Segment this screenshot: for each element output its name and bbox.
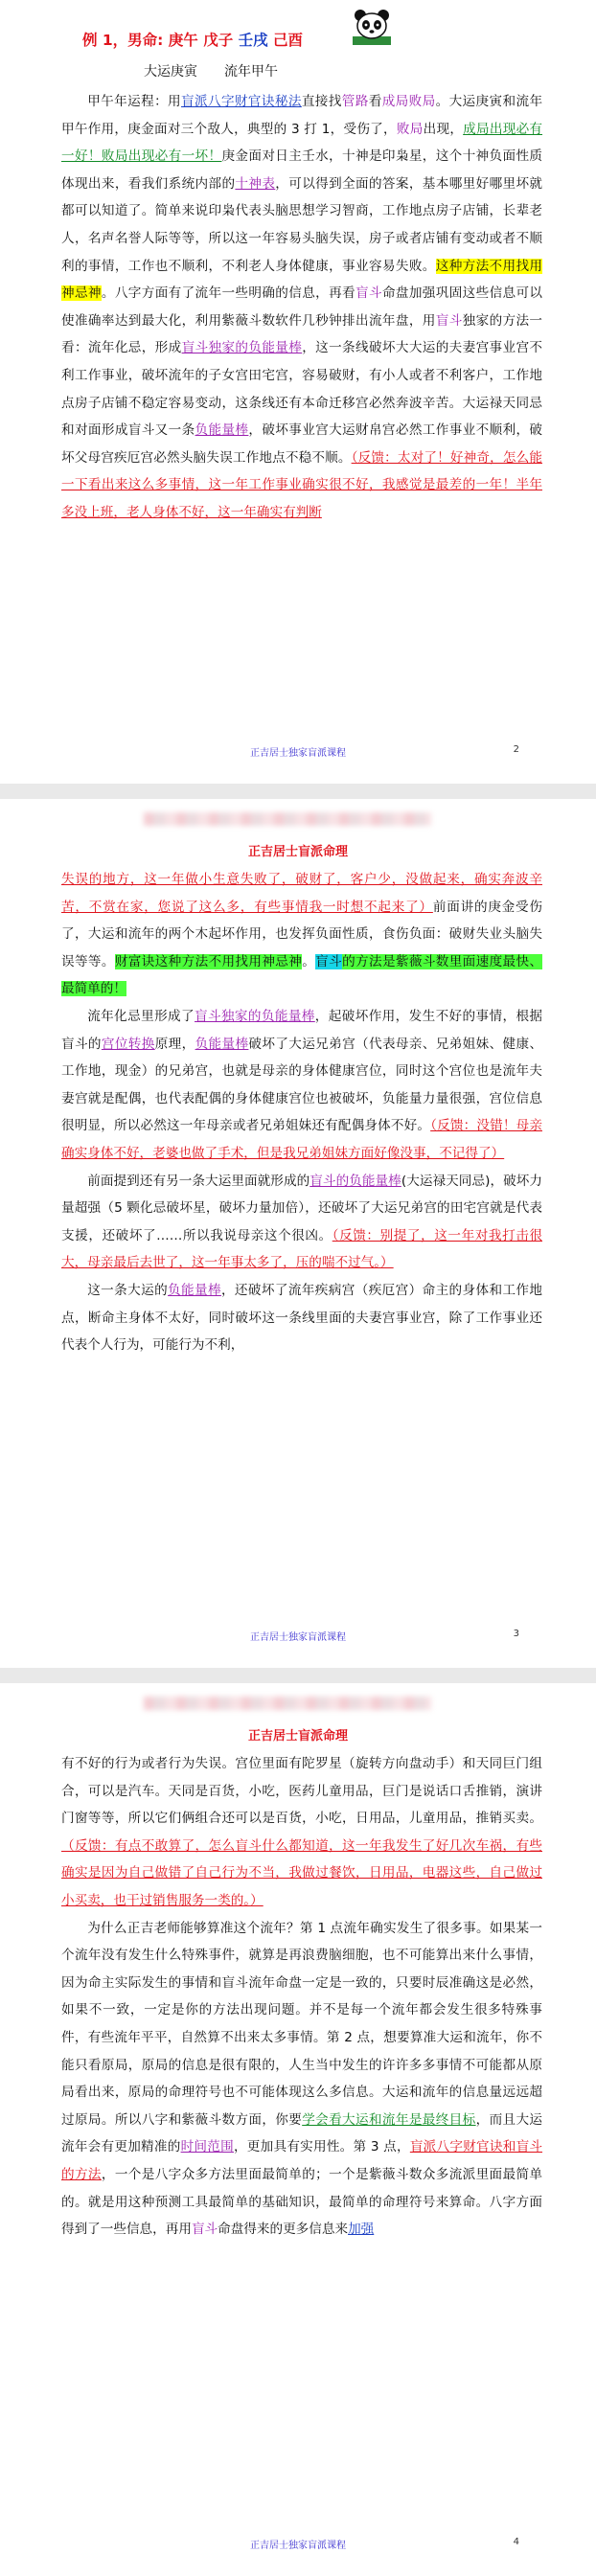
paragraph [61,1915,542,2244]
chart-subtitle: 大运庚寅 流年甲午 [144,64,278,80]
text-run: ，还破坏了流年疾病宫（疾厄宫）命主的身体和工作地点，断命主身体不太好，同时破坏这一条线里面的夫妻宫事业宫，除了工作事业还代表个人行为，可能行为不利， [61,1282,543,1354]
highlight-term: 盲斗 [355,285,382,302]
feedback-text: 失误的地方，这一年做小生意失败了，破财了，客户少，没做起来，确实奔波辛苦，不赏在家，您说了这么多，有些事情我一时想不起来了） [61,872,542,915]
highlight-term: 时间范围 [180,2139,234,2155]
pillar-month: 戊子 [203,32,234,49]
text-run: ，一个是八字众多方法里面最简单的；一个是紫薇斗数众多流派里面最简单的。就是用这种预测工具最简单的基础知识，最简单的命理符号来算命。八字方面得到了一些信息，再用 [61,2166,543,2238]
text-run: 。 [302,953,316,969]
paragraph [61,866,542,1003]
document-page-4 [0,1683,596,2576]
highlighted-text: 盲斗 [315,953,343,969]
paragraph [61,1168,542,1277]
highlight-term: 盲斗独家的负能量棒 [195,1008,315,1024]
highlight-term: 宫位转换 [101,1036,155,1052]
text-run: ，起破坏作用，发生不好的事情，根据盲斗的 [61,1008,543,1052]
text-run: ，更加具有实用性。第 3 点， [233,2139,410,2155]
paragraph [61,1277,542,1359]
page-body [61,1750,542,2244]
highlight-term: 成局出现必有一好！败局出现必有一坏！ [61,121,543,165]
text-run: 原理， [154,1036,195,1052]
text-run: 庚金面对日主壬水，十神是印枭星，这个十神负面性质体现出来，看我们系统内部的 [61,148,542,192]
example-label: 例 1，男命: [82,32,169,49]
highlight-term: 学会看大运和流年是最终目标 [302,2111,476,2128]
page-header: 正吉居士盲派命理 [247,1729,348,1744]
page-body [61,88,542,527]
page-number: 3 [513,1629,519,1639]
pillar-hour: 己酉 [273,32,304,49]
text-run: 这一条大运的 [87,1282,169,1298]
feedback-text: （反馈：别提了，这一年对我打击很大，母亲最后去世了，这一年事太多了，压的喘不过气。） [61,1227,543,1271]
text-run: (大运禄天同忌)，破坏力量超强（5 颗化忌破坏星，破坏力量加倍），还破坏了大运兄弟宫的田宅宫就是代表支援，还破坏了……所以我说母亲这个很凶。 [61,1173,543,1243]
text-run: 独家的方法一看：流年化忌，形成 [61,312,543,356]
highlight-term: 负能量棒 [195,1036,249,1052]
paragraph [61,1003,542,1168]
feedback-text: （反馈：有点不敢算了，怎么盲斗什么都知道，这一年我发生了好几次车祸，有些确实是因为自己做错了自己行为不当，我做过餐饮，日用品，电器这些，自己做过小买卖，也干过销售服务一类的。） [61,1837,542,1908]
text-run: 前面讲的庚金受伤了，大运和流年的两个木起坏作用，也发挥负面性质，食伤负面：破财失业头脑失误等等。 [61,899,543,969]
blurred-watermark [144,1697,431,1710]
highlight-term: 成局败局 [381,94,436,109]
feedback-text: （反馈：太对了！好神奇，怎么能一下看出来这么多事情，这一年工作事业确实很不好，我感觉是最差的一年！半年多没上班，老人身体不好，这一年确实有判断 [61,449,542,520]
text-run: 。大运庚寅和流年甲午作用，庚金面对三个敌人，典型的 3 打 1，受伤了， [61,94,543,137]
highlight-term: 盲斗 [191,2222,218,2238]
blurred-watermark [144,812,431,826]
document-page-3 [0,799,596,1668]
text-run: ，而且大运流年会有更加精准的 [61,2111,543,2155]
text-run: 。八字方面有了流年一些明确的信息，再看 [101,285,356,302]
text-run: ，破坏事业宫大运财帛宫必然工作事业不顺利，破坏父母宫疾厄宫必然头脑失误工作地点不稳不顺。 [61,422,543,466]
highlight-term: 管路 [341,94,369,109]
text-run: 破坏了大运兄弟宫（代表母亲、兄弟姐妹、健康、工作地，现金）的兄弟宫，也就是母亲的身体健康宫位，同时这个宫位也是流年夫妻宫就是配偶，也代表配偶的身体健康宫位也被破坏，负能量力量很强，宫位信息很明显，所以必然这一年母亲或者兄弟姐妹还有配偶身体不好。 [61,1036,543,1134]
page-body [61,866,542,1359]
highlight-term: 盲派八字财官诀和盲斗的方法 [61,2139,543,2182]
text-run: 看 [368,94,382,109]
text-run: 直接找 [301,94,342,109]
text-run: ，这一条线破坏大大运的夫妻宫事业宫不利工作事业，破坏流年的子女宫田宅宫，容易破财，有小人或者不利客户，工作地点房子店铺不稳定容易变动，这条线还有本命迁移宫必然奔波辛苦。大运禄天同忌和对面形成盲斗又一条 [61,340,543,439]
highlight-term: 败局 [396,121,424,137]
highlighted-text: 财富 [114,953,142,969]
text-run: 流年化忌里形成了 [87,1008,195,1024]
page-footer: 正吉居士独家盲派课程 [250,1632,346,1643]
highlighted-text: 诀这种方法不用找用神忌神 [141,953,303,969]
highlight-term: 十神表 [235,175,276,192]
paragraph [61,88,542,527]
text-run: 甲午年运程：用 [87,94,182,109]
text-run: 出现， [423,121,464,137]
highlight-term: 盲斗独家的负能量棒 [181,340,303,356]
pillar-day: 壬戌 [238,32,268,49]
highlight-term: 负能量棒 [168,1282,221,1298]
pillar-year: 庚午 [168,32,198,49]
page-number: 2 [513,744,519,755]
text-run: 有不好的行为或者行为失误。宫位里面有陀罗星（旋转方向盘动手）和天同巨门组合，可以是汽车。天同是百货，小吃，医药儿童用品，巨门是说话口舌推销，演讲门窗等等，所以它们俩组合还可以是百货，小吃，日用品，儿童用品，推销买卖。 [61,1756,542,1827]
text-run: 命盘得来的更多信息来 [218,2222,349,2238]
text-run: 命盘加强巩固这些信息可以使准确率达到最大化，利用紫薇斗数软件几秒钟排出流年盘，用 [61,285,543,329]
document-page-2 [0,0,596,784]
highlighted-text: 的方法是紫薇斗数里面速度最快、最简单的！ [61,953,543,997]
highlighted-text: 这种方法不用找用神忌神 [61,258,543,302]
example-header [82,29,303,50]
text-run: 为什么正吉老师能够算准这个流年？第 1 点流年确实发生了很多事。如果某一个流年没有发生什么特殊事件，就算是再浪费脑细胞，也不可能算出来什么事情，因为命主实际发生的事情和盲斗流年命盘一定是一致的，只要时辰准确这是必然，如果不一致，一定是你的方法出现问题。并不是每一个流年都会发生很多特殊事件，有些流年平平，自然算不出来太多事情。第 2 点，想要算准大运和流年，你不能只看原局，原局的信息是很有限的，人生当中发生的许许多多事情不可能都从原局看出来，原局的命理符号也不可能体现这么多信息。大运和流年的信息量远远超过原局。所以八字和紫薇斗数方面，你要 [61,1920,542,2128]
feedback-text: （反馈：没错！母亲确实身体不好，老婆也做了手术，但是我兄弟姐妹方面好像没事，不记得了） [61,1118,542,1161]
panda-icon [351,8,393,46]
text-run: 前面提到还有另一条大运里面就形成的 [87,1173,310,1189]
highlight-term: 盲斗的负能量棒 [309,1173,401,1189]
highlight-term: 盲派八字财官诀秘法 [181,94,302,109]
highlight-term: 加强 [348,2222,375,2238]
page-footer: 正吉居士独家盲派课程 [250,748,346,759]
highlight-term: 盲斗 [435,312,463,329]
page-number: 4 [513,2537,519,2547]
page-header: 正吉居士盲派命理 [247,845,348,859]
highlight-term: 负能量棒 [195,422,249,439]
page-footer: 正吉居士独家盲派课程 [250,2541,346,2551]
text-run: ，可以得到全面的答案，基本哪里好哪里坏就都可以知道了。简单来说印枭代表头脑思想学习智商，工作地点房子店铺，长辈老人，名声名誉人际等等，所以这一年容易头脑失误，房子或者店铺有变动或者不顺利的事情，工作也不顺利，不利老人身体健康，事业容易失败。 [61,175,543,274]
paragraph [61,1750,542,1915]
